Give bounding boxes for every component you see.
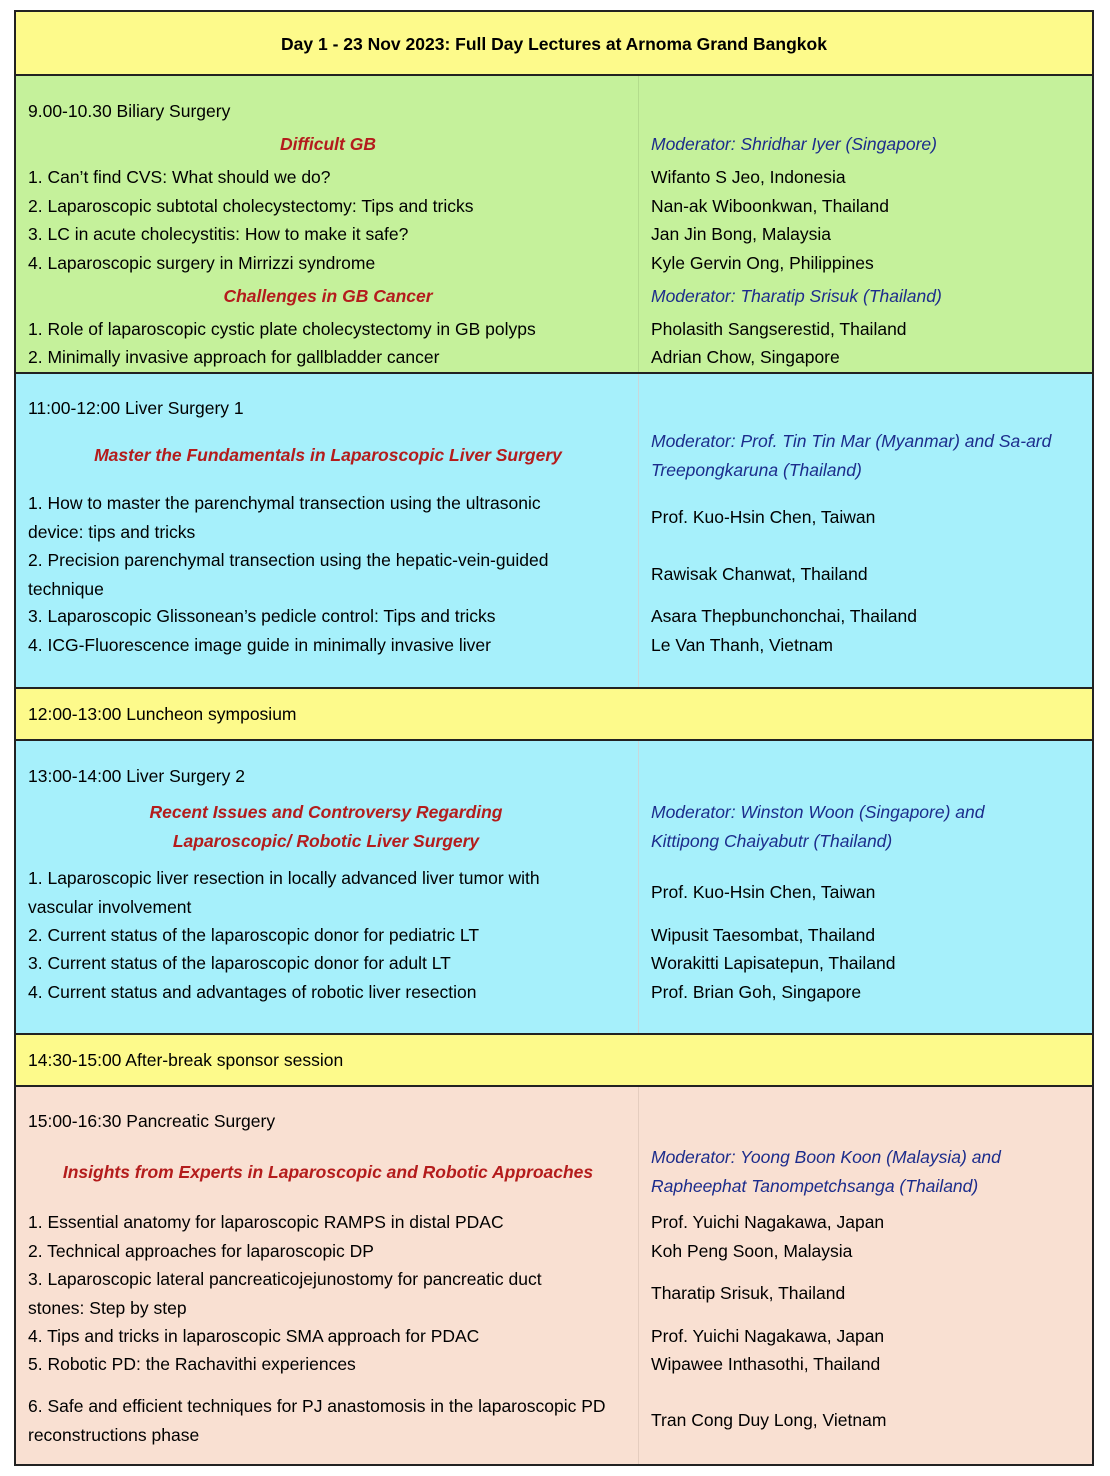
speaker: Tran Cong Duy Long, Vietnam xyxy=(651,1410,887,1430)
speaker: Kyle Gervin Ong, Philippines xyxy=(651,253,874,273)
speaker: Prof. Yuichi Nagakawa, Japan xyxy=(651,1326,885,1346)
talk-title: 3. Laparoscopic lateral pancreaticojejunostomy for pancreatic duct stones: Step by step xyxy=(28,1269,542,1318)
topic-heading: Difficult GB xyxy=(280,134,376,154)
speaker: Nan-ak Wiboonkwan, Thailand xyxy=(651,196,890,216)
column-divider xyxy=(638,76,639,372)
session-title: 15:00-16:30 Pancreatic Surgery xyxy=(28,1111,276,1131)
section-liver-2 xyxy=(16,741,1092,1035)
column-divider xyxy=(638,741,639,1033)
talk-title: 2. Minimally invasive approach for gallbladder cancer xyxy=(28,347,440,367)
talk-title: 1. Role of laparoscopic cystic plate cholecystectomy in GB polyps xyxy=(28,319,536,339)
section-lunch xyxy=(16,689,1092,741)
talk-title: 4. Current status and advantages of robotic liver resection xyxy=(28,982,477,1002)
talk-title: 2. Technical approaches for laparoscopic DP xyxy=(28,1241,374,1261)
session-title: 13:00-14:00 Liver Surgery 2 xyxy=(28,766,245,786)
speaker: Prof. Yuichi Nagakawa, Japan xyxy=(651,1212,885,1232)
column-divider xyxy=(638,374,639,687)
talk-title: 2. Laparoscopic subtotal cholecystectomy: Tips and tricks xyxy=(28,196,474,216)
talk-title: 4. Laparoscopic surgery in Mirrizzi syndrome xyxy=(28,253,376,273)
talk-title: 1. Essential anatomy for laparoscopic RAMPS in distal PDAC xyxy=(28,1212,504,1232)
talk-title: 3. Laparoscopic Glissonean’s pedicle control: Tips and tricks xyxy=(28,606,496,626)
speaker: Wipusit Taesombat, Thailand xyxy=(651,925,876,945)
talk-title: 6. Safe and efficient techniques for PJ anastomosis in the laparoscopic PD reconstructions phase xyxy=(28,1396,606,1445)
moderator: Moderator: Tharatip Srisuk (Thailand) xyxy=(651,286,942,306)
talk-title: 5. Robotic PD: the Rachavithi experiences xyxy=(28,1354,356,1374)
speaker: Asara Thepbunchonchai, Thailand xyxy=(651,606,917,626)
speaker: Prof. Brian Goh, Singapore xyxy=(651,982,862,1002)
break-label: 14:30-15:00 After-break sponsor session xyxy=(28,1050,344,1070)
talk-title: 1. How to master the parenchymal transection using the ultrasonic device: tips and tricks xyxy=(28,493,541,542)
session-title: 11:00-12:00 Liver Surgery 1 xyxy=(28,398,244,418)
talk-title: 2. Current status of the laparoscopic donor for pediatric LT xyxy=(28,925,480,945)
speaker: Wifanto S Jeo, Indonesia xyxy=(651,167,846,187)
moderator: Moderator: Shridhar Iyer (Singapore) xyxy=(651,134,937,154)
moderator: Moderator: Yoong Boon Koon (Malaysia) and Rapheephat Tanompetchsanga (Thailand) xyxy=(651,1147,1001,1196)
speaker: Rawisak Chanwat, Thailand xyxy=(651,564,868,584)
break-label: 12:00-13:00 Luncheon symposium xyxy=(28,704,297,724)
speaker: Pholasith Sangserestid, Thailand xyxy=(651,319,907,339)
schedule-table xyxy=(14,10,1094,1466)
topic-heading: Recent Issues and Controversy Regarding Laparoscopic/ Robotic Liver Surgery xyxy=(149,802,503,851)
talk-title: 3. LC in acute cholecystitis: How to make it safe? xyxy=(28,224,409,244)
speaker: Worakitti Lapisatepun, Thailand xyxy=(651,953,896,973)
session-title: 9.00-10.30 Biliary Surgery xyxy=(28,101,231,121)
day-header xyxy=(16,12,1092,76)
speaker: Tharatip Srisuk, Thailand xyxy=(651,1283,846,1303)
section-biliary xyxy=(16,76,1092,374)
talk-title: 4. Tips and tricks in laparoscopic SMA approach for PDAC xyxy=(28,1326,480,1346)
talk-title: 1. Laparoscopic liver resection in locally advanced liver tumor with vascular involvement xyxy=(28,868,540,917)
section-break xyxy=(16,1035,1092,1087)
talk-title: 1. Can’t find CVS: What should we do? xyxy=(28,167,331,187)
moderator: Moderator: Winston Woon (Singapore) and Kittipong Chaiyabutr (Thailand) xyxy=(651,802,985,851)
speaker: Wipawee Inthasothi, Thailand xyxy=(651,1354,881,1374)
topic-heading: Insights from Experts in Laparoscopic and Robotic Approaches xyxy=(62,1162,594,1182)
section-pancreas xyxy=(16,1087,1092,1466)
speaker: Prof. Kuo-Hsin Chen, Taiwan xyxy=(651,882,876,902)
topic-heading: Challenges in GB Cancer xyxy=(223,286,433,306)
section-liver-1 xyxy=(16,374,1092,689)
speaker: Koh Peng Soon, Malaysia xyxy=(651,1241,853,1261)
speaker: Prof. Kuo-Hsin Chen, Taiwan xyxy=(651,507,876,527)
day-title: Day 1 - 23 Nov 2023: Full Day Lectures at Arnoma Grand Bangkok xyxy=(281,34,827,54)
talk-title: 3. Current status of the laparoscopic donor for adult LT xyxy=(28,953,451,973)
speaker: Jan Jin Bong, Malaysia xyxy=(651,224,831,244)
speaker: Adrian Chow, Singapore xyxy=(651,347,840,367)
column-divider xyxy=(638,1087,639,1466)
talk-title: 4. ICG-Fluorescence image guide in minimally invasive liver xyxy=(28,635,491,655)
topic-heading: Master the Fundamentals in Laparoscopic Liver Surgery xyxy=(94,445,562,465)
talk-title: 2. Precision parenchymal transection using the hepatic-vein-guided technique xyxy=(28,550,549,599)
moderator: Moderator: Prof. Tin Tin Mar (Myanmar) and Sa-ard Treepongkaruna (Thailand) xyxy=(651,431,1052,480)
speaker: Le Van Thanh, Vietnam xyxy=(651,635,833,655)
